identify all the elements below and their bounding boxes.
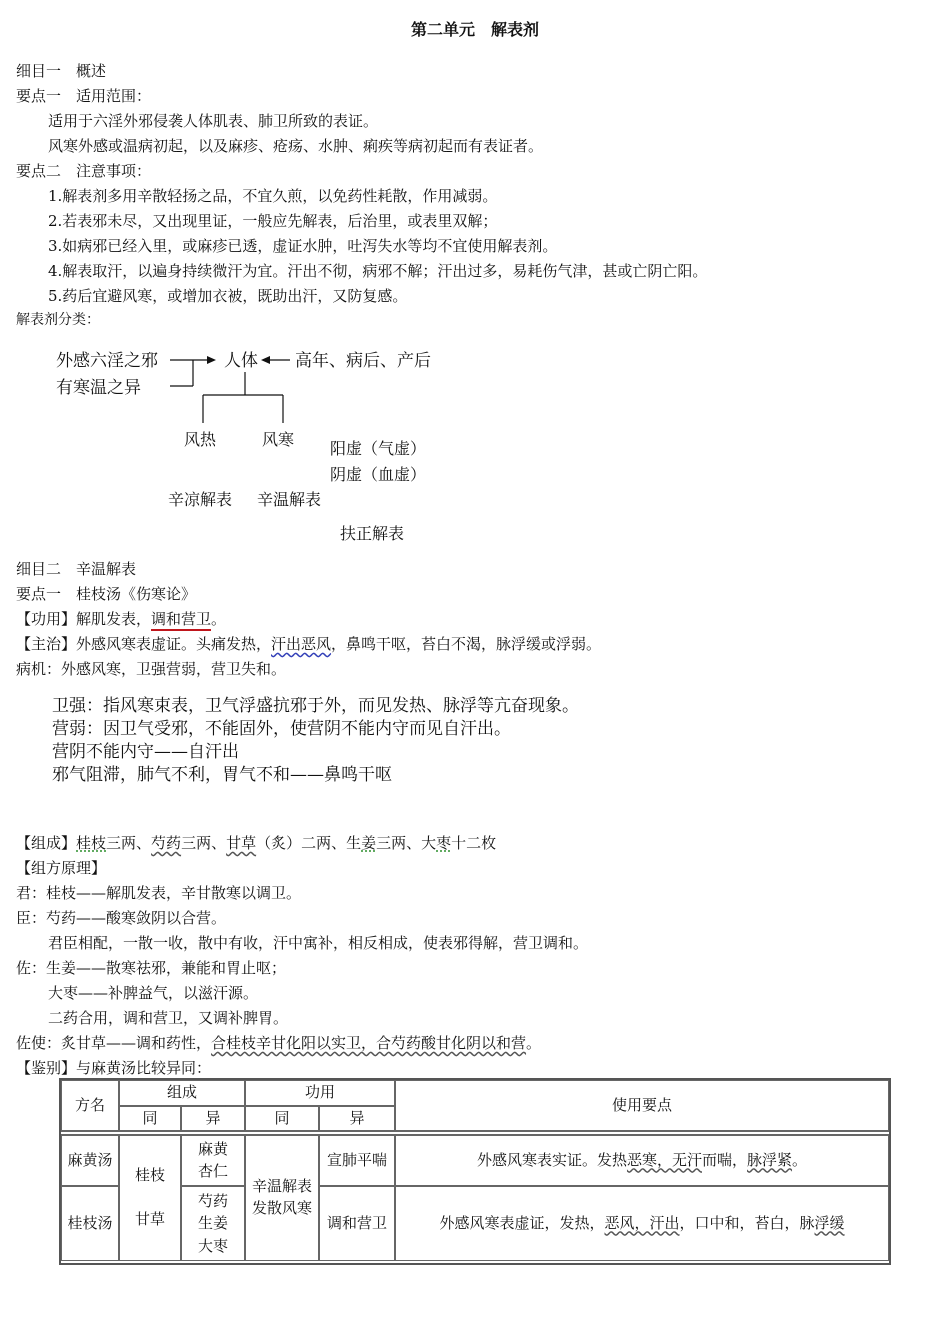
herb-gancao: 甘草: [226, 834, 257, 852]
row2-comp-diff: [181, 1186, 245, 1261]
mechanism-line-3: 营阴不能内守——自汗出: [52, 742, 239, 762]
principle-jujube: 大枣——补脾益气，以滋汗源。: [48, 984, 259, 1002]
scope-line-2: 风寒外感或温病初起，以及麻疹、疮疡、水肿、痢疾等病初起而有表证者。: [48, 137, 544, 155]
herb-gancao-same: 甘草: [134, 1210, 165, 1228]
herb-dose: 三两、大: [376, 834, 437, 852]
header-comp-diff: 异: [181, 1106, 245, 1131]
header-name: 方名: [61, 1080, 119, 1131]
zucheng-line: [16, 834, 496, 852]
comparison-table: [59, 1078, 891, 1264]
principle-chen: 臣：芍药——酸寒敛阴以合营。: [16, 909, 227, 927]
row1-usage-mid: 而喘，: [701, 1150, 747, 1169]
row1-usage-end: 。: [792, 1150, 808, 1169]
zucheng-label: 【组成】: [16, 834, 77, 852]
zuoshi-pre: 佐使：炙甘草——调和药性，: [16, 1034, 212, 1052]
header-func-diff: 异: [319, 1106, 395, 1131]
gongyong-label: 【功用】: [16, 610, 77, 628]
diagram-host-factors: 高年、病后、产后: [295, 351, 431, 371]
principle-zuo-ginger: 佐：生姜——散寒祛邪，兼能和胃止呕；: [16, 959, 287, 977]
point1-heading: 要点一 适用范围：: [16, 87, 152, 105]
gongyong-highlight: 调和营卫: [151, 610, 211, 631]
row2-name: 桂枝汤: [61, 1186, 119, 1261]
caution-line-4: 4.解表取汗，以遍身持续微汗为宜。汗出不彻，病邪不解；汗出过多，易耗伤气津，甚或亡阴亡阳。: [48, 262, 708, 280]
header-composition: 组成: [119, 1080, 245, 1106]
herb-mahuang: 麻黄: [197, 1139, 228, 1158]
herb-dazao: 大枣: [197, 1236, 228, 1255]
zuoshi-wavy: 合桂枝辛甘化阳以实卫，合芍药酸甘化阴以和营: [211, 1034, 527, 1052]
herb-dose: 三两、: [181, 834, 227, 852]
func-same-2: 发散风寒: [251, 1199, 312, 1217]
row2-usage-wavy-2: 浮缓: [814, 1213, 845, 1232]
diagram-wind-heat: 风热: [184, 430, 217, 449]
zuoshi-end: 。: [526, 1034, 542, 1052]
zhuzhi-line: [16, 635, 601, 653]
func-same-1: 辛温解表: [251, 1177, 312, 1196]
row2-usage: [395, 1186, 889, 1261]
row2-usage-mid: ，口中和，苔白，脉: [679, 1213, 815, 1232]
herb-shengjiang: 生姜: [197, 1214, 228, 1233]
zhuzhi-post: ，鼻鸣干呕，苔白不渴，脉浮缓或浮弱。: [331, 635, 602, 653]
diagram-cause-2: 有寒温之异: [56, 378, 141, 398]
classification-label: 解表剂分类：: [16, 312, 100, 328]
scope-line-1: 适用于六淫外邪侵袭人体肌表、肺卫所致的表证。: [48, 112, 379, 130]
herb-zao: 枣: [436, 834, 452, 852]
comp-same-cell: [119, 1135, 181, 1261]
row1-comp-diff: [181, 1135, 245, 1186]
section1-heading: 细目一 概述: [16, 62, 107, 80]
row1-usage-wavy-2: 脉浮紧: [747, 1150, 793, 1169]
row1-usage-wavy-1: 恶寒，无汗: [626, 1150, 702, 1169]
herb-dose: 三两、: [106, 834, 152, 852]
caution-line-3: 3.如病邪已经入里，或麻疹已透，虚证水肿，吐泻失水等均不宜使用解表剂。: [48, 237, 558, 255]
jianbie-line: 【鉴别】与麻黄汤比较异同：: [16, 1059, 212, 1077]
row1-func-diff: 宣肺平喘: [319, 1135, 395, 1186]
gongyong-end: 。: [211, 610, 227, 628]
func-same-cell: [245, 1135, 319, 1261]
row1-usage-pre: 外感风寒表实证。发热: [476, 1150, 627, 1169]
herb-dose: 十二枚: [451, 834, 497, 852]
row2-func-diff: 调和营卫: [319, 1186, 395, 1261]
diagram-wind-cold: 风寒: [262, 430, 295, 449]
diagram-warm-acrid: 辛温解表: [257, 490, 322, 509]
header-comp-same: 同: [119, 1106, 181, 1131]
herb-guizhi: 桂枝: [76, 834, 107, 852]
gongyong-line: [16, 610, 226, 628]
row1-name: 麻黄汤: [61, 1135, 119, 1186]
header-func-same: 同: [245, 1106, 319, 1131]
caution-line-2: 2.若表邪未尽，又出现里证，一般应先解表，后治里，或表里双解；: [48, 212, 498, 230]
zhuzhi-wavy: 汗出恶风: [271, 635, 332, 653]
zhuzhi-label: 【主治】: [16, 635, 77, 653]
herb-jiang: 姜: [361, 834, 377, 852]
zhuzhi-pre: 外感风寒表虚证。头痛发热，: [76, 635, 272, 653]
herb-shaoyao-diff: 芍药: [197, 1191, 228, 1210]
diagram-yin-deficiency: 阴虚（血虚）: [330, 465, 427, 484]
header-usage: 使用要点: [395, 1080, 889, 1131]
herb-xingren: 杏仁: [197, 1161, 228, 1180]
mechanism-line-1: 卫强：指风寒束表，卫气浮盛抗邪于外，而见发热、脉浮等亢奋现象。: [52, 696, 579, 716]
caution-line-1: 1.解表剂多用辛散轻扬之品，不宜久煎，以免药性耗散，作用减弱。: [48, 187, 498, 205]
mechanism-line-4: 邪气阻滞，肺气不利，胃气不和——鼻鸣干呕: [52, 765, 392, 785]
principle-combo-2: 二药合用，调和营卫，又调补脾胃。: [48, 1009, 289, 1027]
page-title: 第二单元 解表剂: [410, 20, 539, 39]
principle-label: 【组方原理】: [16, 859, 107, 877]
row1-usage: [395, 1135, 889, 1186]
caution-line-5: 5.药后宜避风寒，或增加衣被，既助出汗，又防复感。: [48, 287, 408, 305]
zuoshi-line: [16, 1034, 541, 1052]
herb-dose: （炙）二两、生: [256, 834, 362, 852]
point2-heading: 要点二 注意事项：: [16, 162, 152, 180]
gongyong-text: 解肌发表，: [76, 610, 152, 628]
row2-usage-pre: 外感风寒表虚证，发热，: [439, 1213, 605, 1232]
principle-combo: 君臣相配，一散一收，散中有收，汗中寓补，相反相成，使表邪得解，营卫调和。: [48, 934, 589, 952]
guizhi-heading: 要点一 桂枝汤《伤寒论》: [16, 585, 197, 603]
herb-shaoyao: 芍药: [151, 834, 182, 852]
diagram-yang-deficiency: 阳虚（气虚）: [330, 439, 427, 458]
principle-jun: 君：桂枝——解肌发表，辛甘散寒以调卫。: [16, 884, 302, 902]
section2-heading: 细目二 辛温解表: [16, 560, 137, 578]
row2-usage-wavy-1: 恶风，汗出: [604, 1213, 680, 1232]
diagram-body: 人体: [224, 351, 258, 371]
diagram-cool-acrid: 辛凉解表: [168, 490, 233, 509]
diagram-support-healthy: 扶正解表: [340, 524, 405, 543]
mechanism-line-2: 营弱：因卫气受邪，不能固外，使营阴不能内守而见自汗出。: [52, 719, 511, 739]
header-function: 功用: [245, 1080, 395, 1106]
bingji-line: 病机：外感风寒，卫强营弱，营卫失和。: [16, 660, 287, 678]
diagram-cause-1: 外感六淫之邪: [56, 351, 158, 371]
herb-guizhi-same: 桂枝: [134, 1166, 165, 1185]
